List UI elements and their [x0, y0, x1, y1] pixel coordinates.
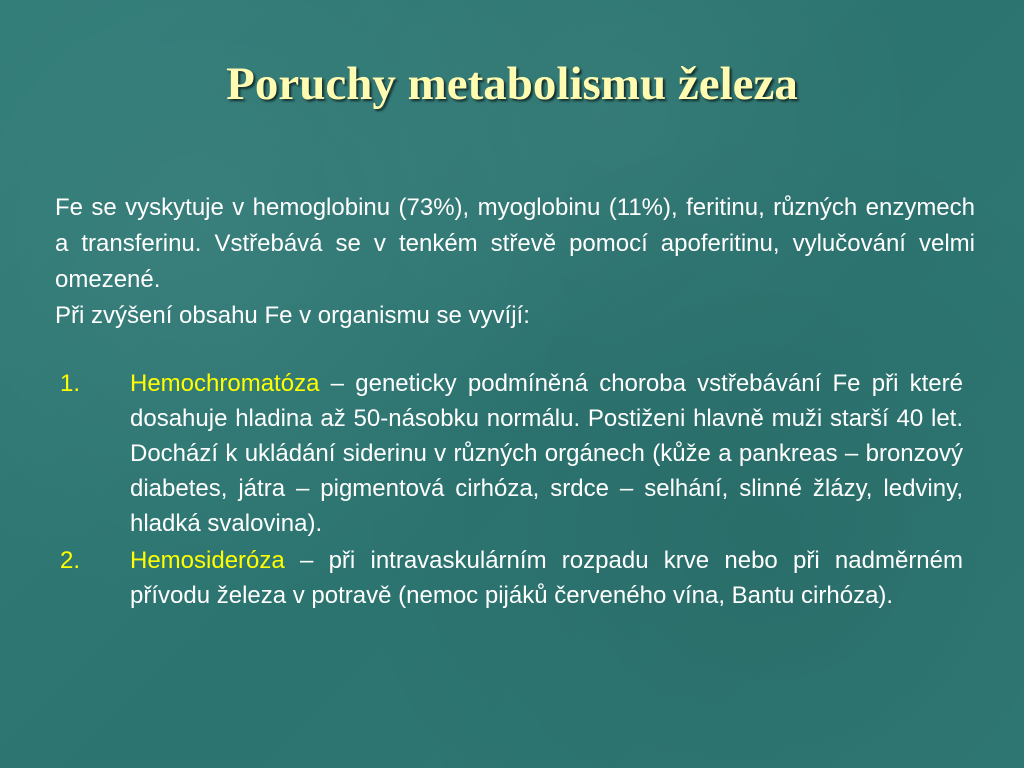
numbered-list [60, 366, 963, 615]
intro-text [55, 190, 975, 334]
intro-paragraph: Fe se vyskytuje v hemoglobinu (73%), myoglobinu (11%), feritinu, různých enzymech a transferinu. Vstřebává se v tenkém střevě pomocí apoferitinu, vylučování velmi omezené. [55, 194, 975, 293]
list-item-hemochromatosis [60, 366, 963, 541]
list-term: Hemosideróza [130, 547, 285, 574]
intro-lead-in: Při zvýšení obsahu Fe v organismu se vyvíjí: [55, 302, 530, 329]
slide-title: Poruchy metabolismu železa [226, 58, 798, 110]
list-term: Hemochromatóza [130, 370, 320, 397]
list-description: – geneticky podmíněná choroba vstřebávání Fe při které dosahuje hladina až 50-násobku normálu. Postiženi hlavně muži starší 40 let. Dochází k ukládání siderinu v různých orgánech (kůže a pankreas – bronzový diabetes, játra – pigmentová cirhóza, srdce – selhání, slinné žlázy, ledviny, hladká svalovina). [130, 370, 963, 537]
list-item-hemosiderosis [60, 543, 963, 613]
list-number: 2. [60, 547, 81, 574]
list-description: – při intravaskulárním rozpadu krve nebo při nadměrném přívodu železa v potravě (nemoc pijáků červeného vína, Bantu cirhóza). [130, 547, 963, 609]
list-number: 1. [60, 370, 81, 397]
